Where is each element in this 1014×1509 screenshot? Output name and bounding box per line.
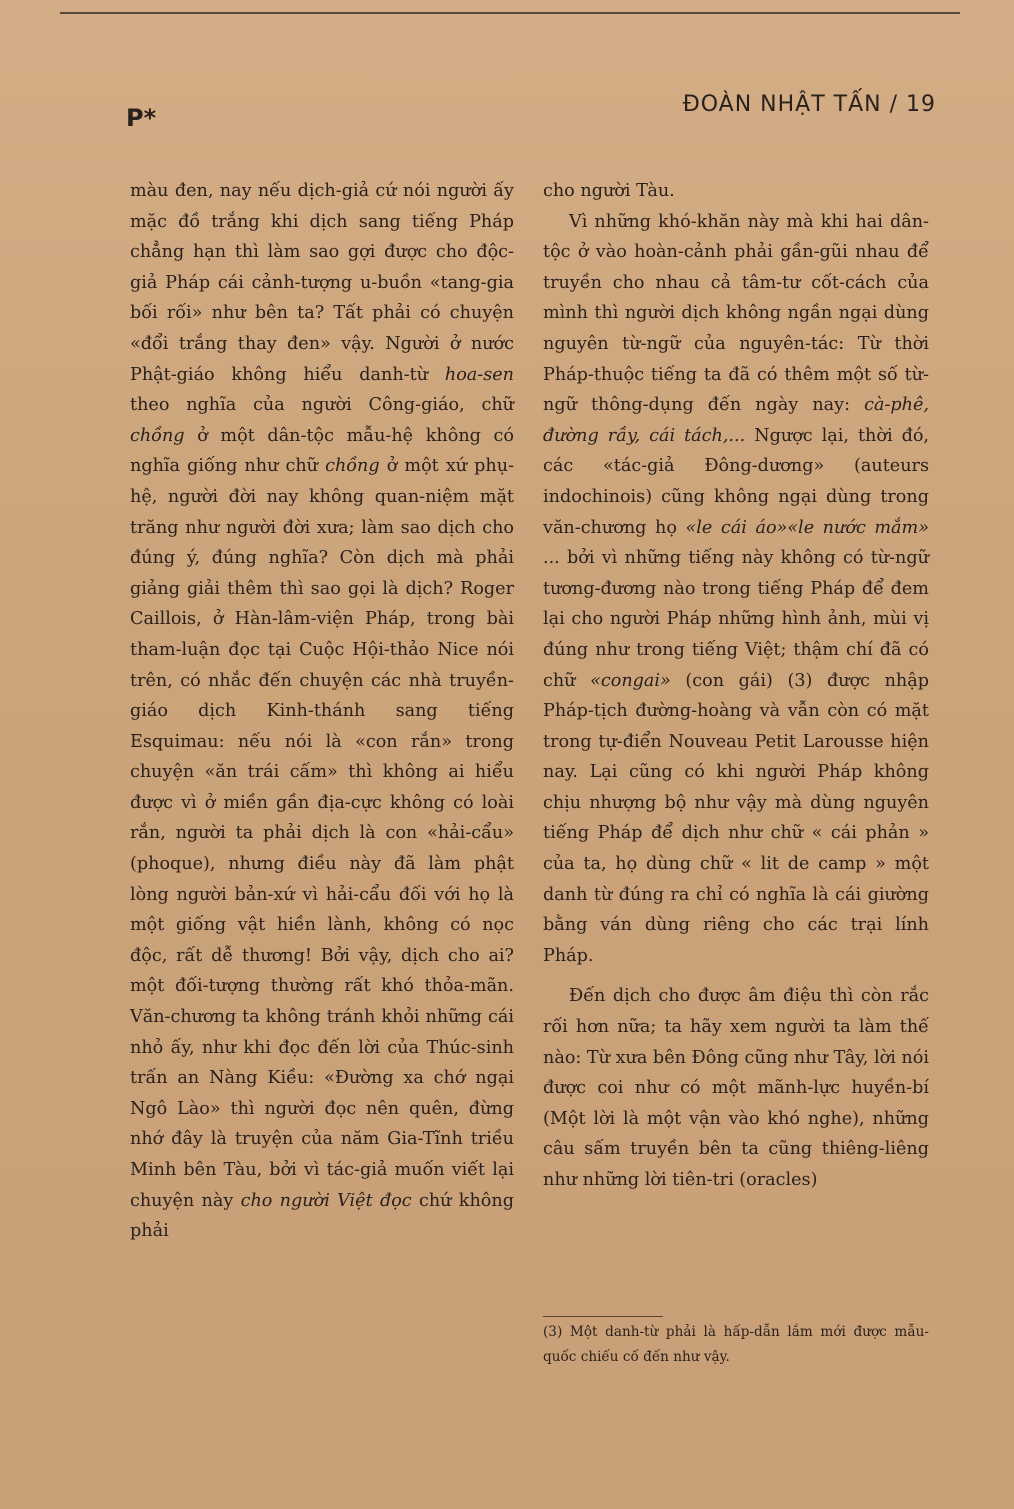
text-run: chứ không phải (130, 1190, 514, 1242)
italic-term: hoa-sen (444, 364, 514, 385)
footnote: (3) Một danh-từ phải là hấp-dẫn lắm mới được mẫu-quốc chiếu cố đến như vậy. (543, 1324, 929, 1365)
text-run: ở một dân-tộc mẫu-hệ không có nghĩa giống như chữ (130, 425, 515, 477)
italic-term: chồng (325, 456, 380, 477)
right-column (543, 176, 929, 1196)
paragraph (543, 207, 929, 972)
running-head: ĐOÀN NHẬT TẤN / 19 (682, 92, 936, 117)
paragraph-gap (543, 971, 929, 981)
paragraph: Đến dịch cho được âm điệu thì còn rắc rối hơn nữa; ta hãy xem người ta làm thế nào: Từ xưa bên Đông cũng như Tây, lời nói được coi như có một mãnh-lực huyền-bí (Một lời là một vận vào khó nghe), những câu sấm truyền bên ta cũng thiêng-liêng như những lời tiên-tri (oracles) (543, 986, 929, 1190)
italic-term: cà-phê, đường rầy, cái tách,... (543, 395, 929, 446)
text-run: Vì những khó-khăn này mà khi hai dân-tộc ở vào hoàn-cảnh phải gần-gũi nhau để truyền cho nhau cả tâm-tư cốt-cách của mình thì người dịch không ngần ngại dùng nguyên từ-ngữ của nguyên-tác: Từ thời Pháp-thuộc tiếng ta đã có thêm một số từ-ngữ thông-dụng đến ngày nay: (543, 211, 929, 416)
left-column (130, 176, 514, 1247)
italic-term: «congai» (590, 670, 671, 691)
page-signature: P* (126, 104, 157, 132)
text-run: theo nghĩa của người Công-giáo, chữ (130, 395, 514, 416)
continued-line: cho người Tàu. (543, 181, 675, 201)
text-run: ở một xứ phụ-hệ, người đời nay không quan-niệm mặt trăng như người đời xưa; làm sao dịch cho đúng ý, đúng nghĩa? Còn dịch mà phải giảng giải thêm thì sao gọi là dịch? Roger Caillois, ở Hàn-lâm-viện Pháp, trong bài tham-luận đọc tại Cuộc Hội-thảo Nice nói trên, có nhắc đến chuyện các nhà truyền-giáo dịch Kinh-thánh sang tiếng Esquimau: nếu nói là «con rắn» trong chuyện «ăn trái cấm» thì không ai hiểu được vì ở miền gần địa-cực không có loài rắn, người ta phải dịch là con «hải-cẩu» (phoque), nhưng điều này đã làm phật lòng người bản-xứ vì hải-cẩu đối với họ là một giống vật hiền lành, không có nọc độc, rất dễ thương! Bởi vậy, dịch cho ai? một đối-tượng thường rất khó thỏa-mãn. Văn-chương ta không tránh khỏi những cái nhỏ ấy, như khi đọc đến lời của Thúc-sinh trấn an Nàng Kiều: «Đường xa chớ ngại Ngô Lào» thì người đọc nên quên, đừng nhớ đây là truyện của năm Gia-Tĩnh triều Minh bên Tàu, bởi vì tác-giả muốn viết lại chuyện này (130, 456, 515, 1211)
italic-term: chồng (130, 425, 185, 446)
text-run: màu đen, nay nếu dịch-giả cứ nói người ấy mặc đồ trắng khi dịch sang tiếng Pháp chẳng hạn thì làm sao gợi được cho độc-giả Pháp cái cảnh-tượng u-buồn «tang-gia bối rối» như bên ta? Tất phải có chuyện «đổi trắng thay đen» vậy. Người ở nước Phật-giáo không hiểu danh-từ (130, 181, 514, 385)
text-run: ... bởi vì những tiếng này không có từ-ngữ tương-đương nào trong tiếng Pháp để đem lại cho người Pháp những hình ảnh, mùi vị đúng như trong tiếng Việt; thậm chí đã có chữ (543, 548, 929, 691)
text-run: Ngược lại, thời đó, các «tác-giả Đông-dương» (auteurs indochinois) cũng không ngại dùng trong văn-chương họ (543, 425, 930, 538)
left-column-text (130, 176, 514, 1247)
text-run: (con gái) (3) được nhập Pháp-tịch đường-hoàng và vẫn còn có mặt trong tự-điển Nouveau Petit Larousse hiện nay. Lại cũng có khi người Pháp không chịu nhượng bộ như vậy mà dùng nguyên tiếng Pháp để dịch như chữ « cái phản » của ta, họ dùng chữ « lit de camp » một danh từ đúng ra chỉ có nghĩa là cái giường bằng ván dùng riêng cho các trại lính Pháp. (543, 670, 930, 966)
italic-term: cho người Việt đọc (240, 1190, 412, 1211)
top-rule (60, 12, 960, 14)
footnote-rule (543, 1316, 663, 1317)
italic-term: «le cái áo»«le nước mắm» (685, 517, 929, 538)
